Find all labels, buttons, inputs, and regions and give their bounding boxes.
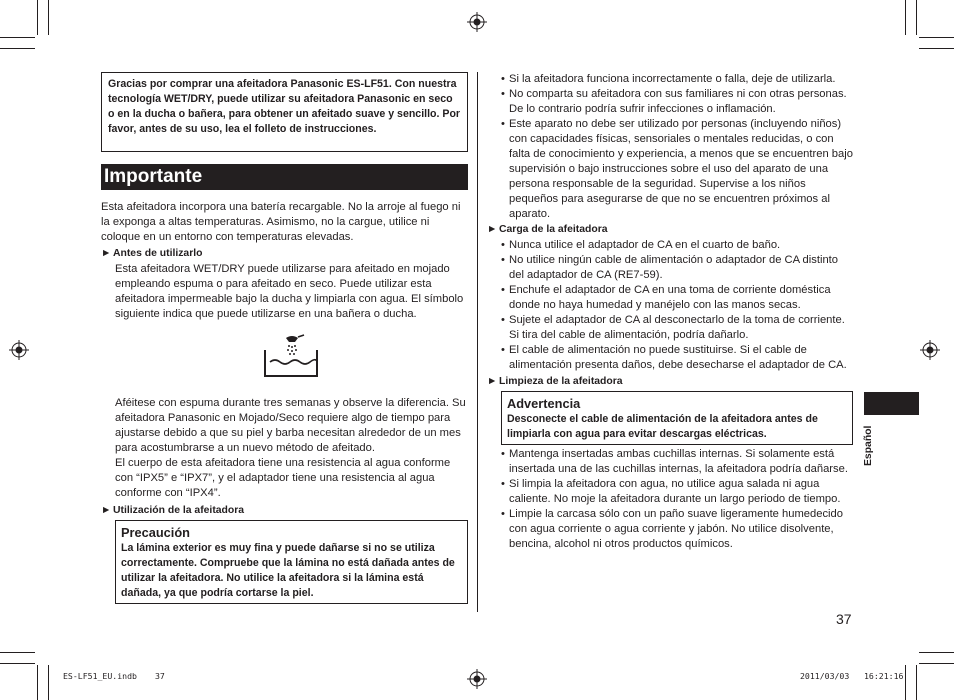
language-tab [864, 392, 919, 415]
triangle-arrow-icon: ► [101, 248, 112, 259]
list-item: • Limpie la carcasa sólo con un paño suave ligeramente humedecido con agua corriente o agua corriente y jabón. No utilice disolvente, bencina, alcohol ni otros productos químicos. [501, 507, 856, 552]
water-resistance-paragraph: El cuerpo de esta afeitadora tiene una resistencia al agua conforme con “IPX5” e “IPX7”, y el adaptador tiene una resistencia al agua conforme con “IPX4”. [115, 457, 451, 499]
list-item: • Sujete el adaptador de CA al desconectarlo de la toma de corriente. Si tira del cable de alimentación, podría dañarlo. [501, 313, 856, 343]
intro-box: Gracias por comprar una afeitadora Panasonic ES-LF51. Con nuestra tecnología WET/DRY, puede utilizar su afeitadora Panasonic en seco o en la ducha o bañera, para obtener un afeitado suave y sencillo. Por favor, antes de su uso, lea el folleto de instrucciones. [101, 72, 468, 152]
registration-mark-icon [467, 12, 487, 32]
registration-mark-icon [9, 340, 29, 360]
warning-title: Advertencia [507, 396, 581, 411]
caution-title: Precaución [121, 525, 190, 540]
footer-page: 37 [155, 671, 165, 681]
registration-mark-icon [467, 669, 487, 689]
list-item: • Este aparato no debe ser utilizado por personas (incluyendo niños) con capacidades físicas, sensoriales o mentales reducidas, o con falta de conocimiento y experiencia, a menos que se encuentren bajo supervisión o bajo instrucciones sobre el uso del aparato de una persona responsable de la seguridad. Supervise a los niños pequeños para asegurarse de que no se encuentren próximos al aparato. [501, 117, 856, 222]
cleaning-heading: ► Limpieza de la afeitadora [487, 376, 623, 387]
list-item: • No comparta su afeitadora con sus familiares ni con otras personas. De lo contrario podría sufrir infecciones o inflamación. [501, 87, 856, 117]
language-label: Español [863, 425, 874, 466]
list-item: • No utilice ningún cable de alimentación o adaptador de CA distinto del adaptador de CA (RE7-59). [501, 253, 856, 283]
list-item: • El cable de alimentación no puede sustituirse. Si el cable de alimentación presenta daños, debe desecharse el adaptador de CA. [501, 343, 856, 373]
warning-box [501, 391, 853, 445]
column-divider [477, 72, 478, 612]
charging-heading: ► Carga de la afeitadora [487, 224, 608, 235]
wet-shave-paragraph: Aféitese con espuma durante tres semanas y observe la diferencia. Su afeitadora Panasonic en Mojado/Seco requiere algo de tiempo para ajustarse debido a que su piel y barba necesitan alrededor de un mes para acostumbrarse a un nuevo método de afeitado. [115, 397, 466, 454]
registration-mark-icon [920, 340, 940, 360]
triangle-arrow-icon: ► [101, 505, 112, 516]
section-title: Importante [101, 164, 468, 190]
triangle-arrow-icon: ► [487, 376, 498, 387]
before-use-paragraph: Esta afeitadora WET/DRY puede utilizarse para afeitado en mojado empleando espuma o para afeitado en seco. Puede utilizar esta afeitadora impermeable bajo la ducha y limpiarla con agua. El símbolo siguiente indica que puede utilizarse en una bañera o ducha. [115, 263, 464, 320]
usage-heading: ► Utilización de la afeitadora [101, 505, 245, 516]
list-item: • Nunca utilice el adaptador de CA en el cuarto de baño. [501, 238, 856, 253]
footer-file: ES-LF51_EU.indb [63, 671, 137, 681]
battery-notice: Esta afeitadora incorpora una batería recargable. No la arroje al fuego ni la exponga a altas temperaturas. Asimismo, no la cargue, utilice ni coloque en un entorno con temperaturas elevadas. [101, 201, 461, 243]
page-number: 37 [836, 611, 852, 627]
list-item: • Si limpia la afeitadora con agua, no utilice agua salada ni agua caliente. No moje la afeitadora durante un largo periodo de tiempo. [501, 477, 856, 507]
triangle-arrow-icon: ► [487, 224, 498, 235]
charging-bullets [501, 238, 856, 373]
caution-box [115, 520, 468, 604]
footer-time: 16:21:16 [864, 671, 904, 681]
list-item: • Si la afeitadora funciona incorrectamente o falla, deje de utilizarla. [501, 72, 856, 87]
footer-date: 2011/03/03 [800, 671, 850, 681]
caution-body: La lámina exterior es muy fina y puede dañarse si no se utiliza correctamente. Compruebe que la lámina no está dañada antes de utilizar la afeitadora. No utilice la afeitadora si la lámina está dañada, ya que podría cortarse la piel. [121, 542, 455, 599]
general-bullets [501, 72, 856, 222]
before-use-heading: ► Antes de utilizarlo [101, 248, 203, 259]
warning-body: Desconecte el cable de alimentación de la afeitadora antes de limpiarla con agua para evitar descargas eléctricas. [507, 413, 818, 440]
cleaning-bullets [501, 447, 856, 552]
list-item: • Enchufe el adaptador de CA en una toma de corriente doméstica donde no haya humedad y manéjelo con las manos secas. [501, 283, 856, 313]
list-item: • Mantenga insertadas ambas cuchillas internas. Si solamente está insertada una de las cuchillas internas, la afeitadora podría dañarse. [501, 447, 856, 477]
shower-bath-symbol-icon [262, 334, 320, 380]
